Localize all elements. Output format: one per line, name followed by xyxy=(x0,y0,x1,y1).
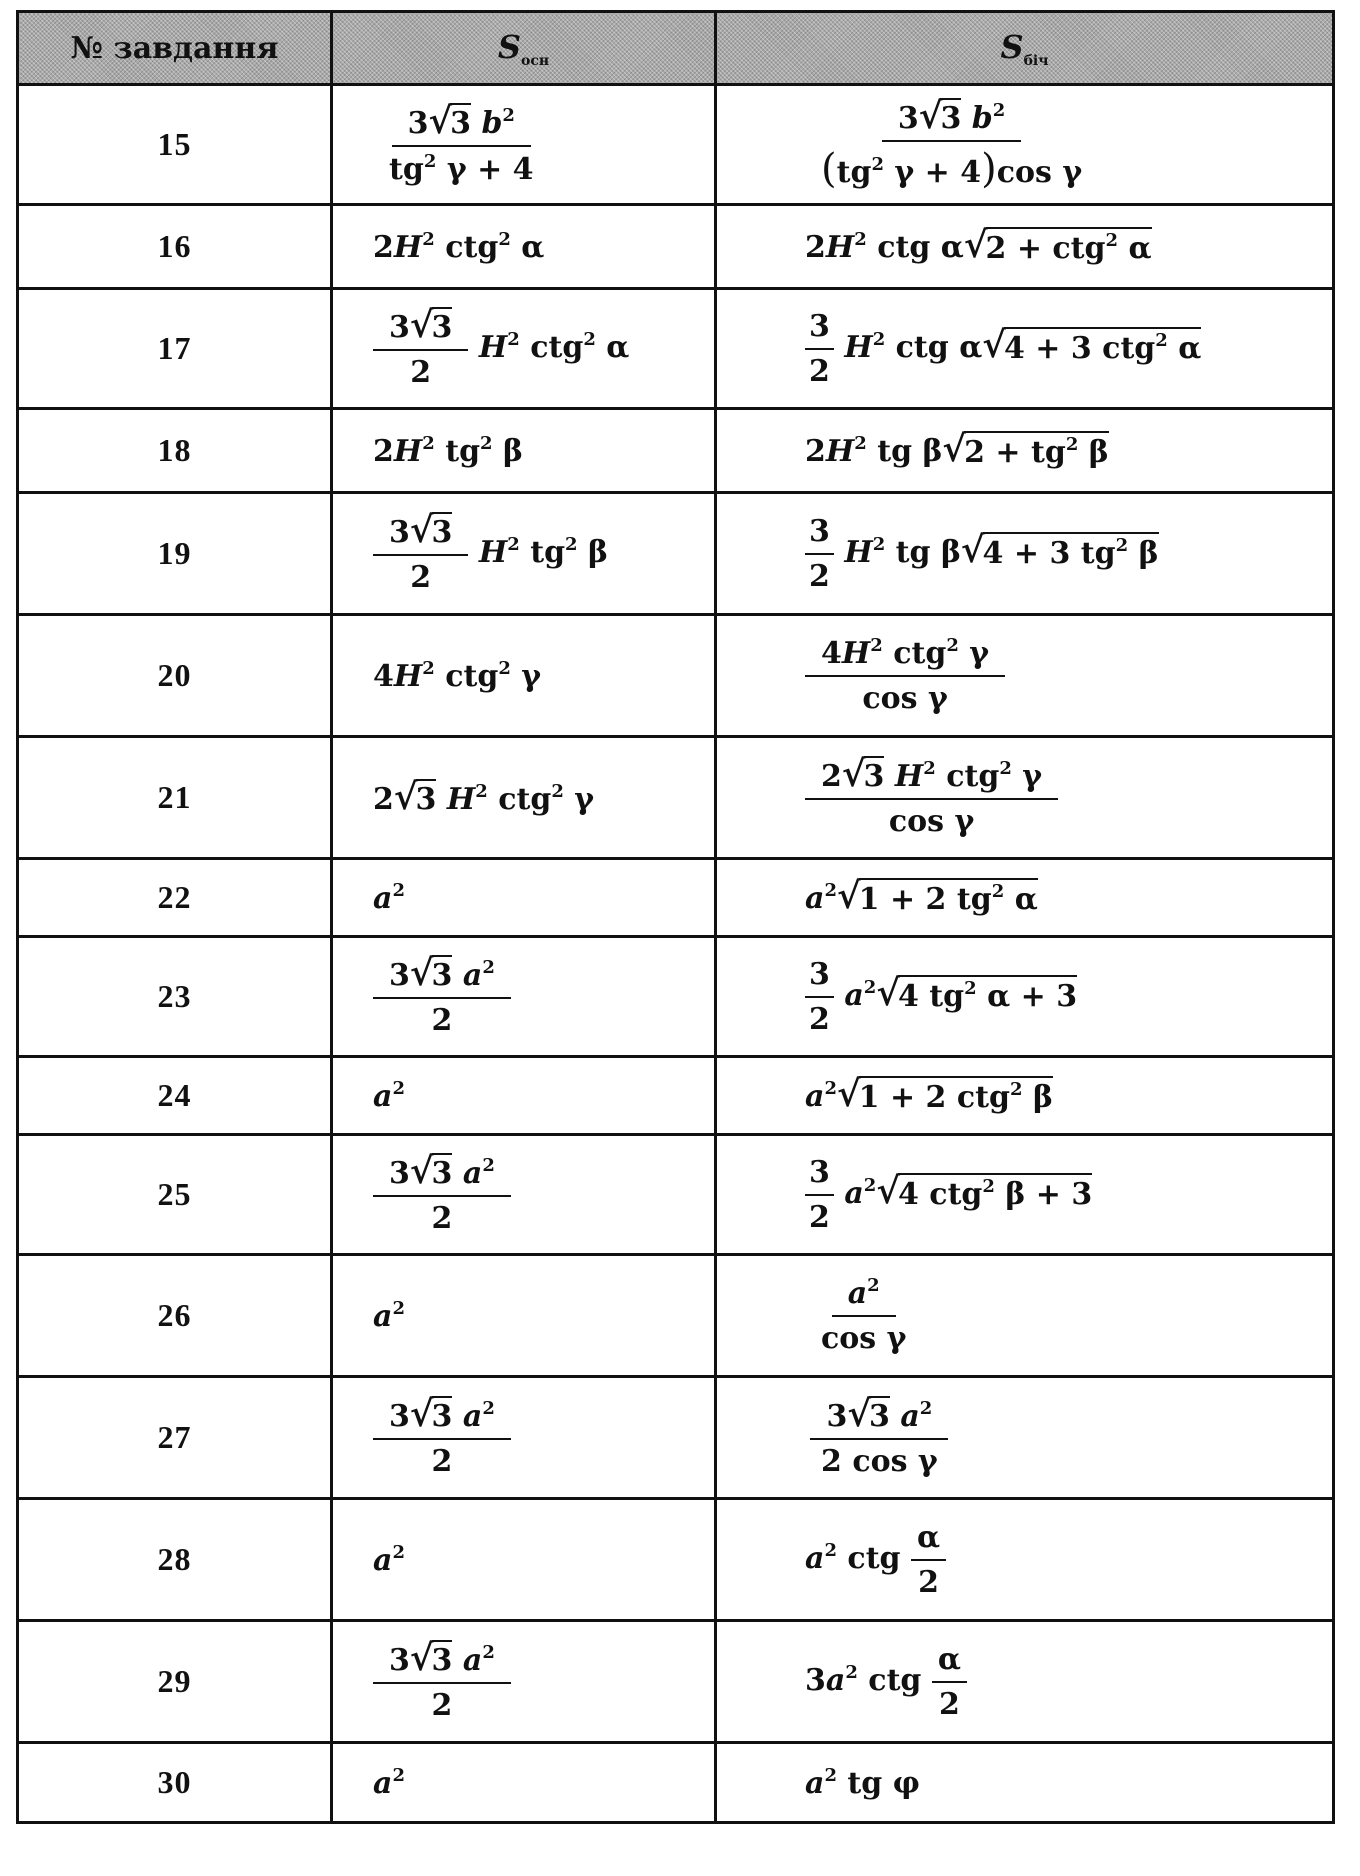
formula-render: 3 √ 3 2 $H^2$ $tg^2$ β xyxy=(373,535,608,570)
task-number: 28 xyxy=(18,1499,332,1621)
formula-render: $a^2$ tg φ xyxy=(805,1764,920,1801)
formula-render: 3 √ 3 $a^2$ 2 xyxy=(373,1640,511,1723)
table-row xyxy=(18,493,1334,615)
formula-table xyxy=(16,10,1335,1824)
table-row xyxy=(18,1499,1334,1621)
task-number: 21 xyxy=(18,737,332,859)
task-number: 27 xyxy=(18,1377,332,1499)
formula-render: 3 √ 3 2 $H^2$ ctg$^2$ α xyxy=(373,330,629,365)
s-lateral-formula xyxy=(716,615,1334,737)
s-base-formula xyxy=(332,1377,716,1499)
s-base-formula xyxy=(332,1135,716,1255)
s-lateral-formula xyxy=(716,205,1334,289)
table-row xyxy=(18,1255,1334,1377)
header-s-base-sub: осн xyxy=(521,52,550,69)
task-number: 24 xyxy=(18,1057,332,1135)
formula-render: 3 √ 3 $b^2$ $tg^2$ γ + 4 xyxy=(389,99,534,187)
task-number: 30 xyxy=(18,1743,332,1823)
s-lateral-formula xyxy=(716,85,1334,205)
formula-render: $\frac{3}{2}$ $H^2$ tg β √ 4 + 3 $tg^2$ β xyxy=(805,535,1159,570)
table-row xyxy=(18,85,1334,205)
formula-render: $2H^2$ ctg$^2$ α xyxy=(373,228,545,265)
s-base-formula xyxy=(332,289,716,409)
formula-render: 3 √ 3 $a^2$ 2 xyxy=(373,1153,511,1236)
formula-render: 3 √ 3 $b^2$ ($tg^2$ γ + 4)cos γ xyxy=(821,94,1083,192)
formula-render: $a^2$ xyxy=(373,1077,405,1114)
header-s-lateral xyxy=(716,12,1334,85)
formula-render: $a^2$ xyxy=(373,1541,405,1578)
table-row xyxy=(18,289,1334,409)
s-lateral-formula xyxy=(716,1057,1334,1135)
s-base-formula xyxy=(332,859,716,937)
formula-render: $\frac{a^2}{\text{cos γ}}$ xyxy=(821,1275,907,1356)
formula-render: $a^2$ xyxy=(373,1297,405,1334)
s-lateral-formula xyxy=(716,1255,1334,1377)
formula-table-sheet xyxy=(16,10,1335,1824)
s-lateral-formula xyxy=(716,289,1334,409)
table-row xyxy=(18,409,1334,493)
header-task-number: № завдання xyxy=(18,12,332,85)
formula-render: $\frac{3}{2}$ $a^2$ √ 4 $tg^2$ α + 3 xyxy=(805,978,1077,1013)
s-base-formula xyxy=(332,205,716,289)
s-base-formula xyxy=(332,85,716,205)
task-number: 20 xyxy=(18,615,332,737)
s-lateral-formula xyxy=(716,1621,1334,1743)
table-row xyxy=(18,615,1334,737)
s-base-formula xyxy=(332,1057,716,1135)
formula-render: $2H^2$ tg β √ $2 + tg^2$ β xyxy=(805,428,1109,470)
task-number: 25 xyxy=(18,1135,332,1255)
task-number: 22 xyxy=(18,859,332,937)
formula-render: $a^2$ √ 1 + 2 $tg^2$ α xyxy=(805,875,1038,917)
s-base-formula xyxy=(332,937,716,1057)
formula-render: $\frac{4H^2 ctg^2 \gamma}{\text{cos γ}}$ xyxy=(805,635,1005,716)
s-lateral-formula xyxy=(716,937,1334,1057)
header-s-base-symbol: S xyxy=(497,27,521,66)
formula-render: 3 √ 3 $a^2$ 2 cos γ xyxy=(805,1396,954,1479)
s-base-formula xyxy=(332,1255,716,1377)
formula-render: 3 √ 3 $a^2$ 2 xyxy=(373,955,511,1038)
table-row xyxy=(18,1621,1334,1743)
table-row xyxy=(18,205,1334,289)
task-number: 16 xyxy=(18,205,332,289)
s-base-formula xyxy=(332,1743,716,1823)
s-base-formula xyxy=(332,493,716,615)
header-s-base xyxy=(332,12,716,85)
formula-render: $\frac{3}{2}$ $H^2$ ctg α √ 4 + 3 ctg$^2$ α xyxy=(805,330,1201,365)
table-row xyxy=(18,1377,1334,1499)
formula-render: $a^2$ xyxy=(373,1764,405,1801)
header-s-lateral-symbol: S xyxy=(1000,27,1024,66)
task-number: 19 xyxy=(18,493,332,615)
s-lateral-formula xyxy=(716,409,1334,493)
formula-render: $\frac{3}{2}$ $a^2$ √ 4 ctg$^2$ β + 3 xyxy=(805,1176,1092,1211)
s-base-formula xyxy=(332,1499,716,1621)
s-lateral-formula xyxy=(716,1743,1334,1823)
formula-render: $a^2$ ctg $\frac{\alpha}{2}$ xyxy=(805,1541,946,1576)
formula-render: $2H^2$ ctg α √ 2 + ctg$^2$ α xyxy=(805,224,1152,266)
task-number: 15 xyxy=(18,85,332,205)
s-lateral-formula xyxy=(716,859,1334,937)
task-number: 18 xyxy=(18,409,332,493)
task-number: 17 xyxy=(18,289,332,409)
table-row xyxy=(18,1057,1334,1135)
formula-render: 2 √ 3 $H^2$ ctg$^2$ γ xyxy=(373,775,595,818)
table-row xyxy=(18,1743,1334,1823)
task-number: 26 xyxy=(18,1255,332,1377)
s-lateral-formula xyxy=(716,1377,1334,1499)
s-base-formula xyxy=(332,409,716,493)
formula-render: $3a^2$ ctg $\frac{\alpha}{2}$ xyxy=(805,1663,967,1698)
s-lateral-formula xyxy=(716,1499,1334,1621)
s-base-formula xyxy=(332,737,716,859)
s-base-formula xyxy=(332,615,716,737)
table-row xyxy=(18,1135,1334,1255)
formula-render: $4H^2$ ctg$^2$ γ xyxy=(373,657,542,694)
formula-render: 3 √ 3 $a^2$ 2 xyxy=(373,1396,511,1479)
formula-render: $a^2$ xyxy=(373,879,405,916)
s-lateral-formula xyxy=(716,737,1334,859)
table-row xyxy=(18,937,1334,1057)
header-s-lateral-sub: біч xyxy=(1023,52,1049,69)
s-lateral-formula xyxy=(716,493,1334,615)
task-number: 29 xyxy=(18,1621,332,1743)
formula-render: $2H^2$ $tg^2$ β xyxy=(373,432,523,469)
s-base-formula xyxy=(332,1621,716,1743)
formula-render: 2 √ 3 $H^2$ ctg$^2$ γ cos γ xyxy=(805,756,1058,839)
table-row xyxy=(18,737,1334,859)
task-number: 23 xyxy=(18,937,332,1057)
header-row xyxy=(18,12,1334,85)
s-lateral-formula xyxy=(716,1135,1334,1255)
table-row xyxy=(18,859,1334,937)
formula-render: $a^2$ √ 1 + 2 ctg$^2$ β xyxy=(805,1073,1053,1115)
